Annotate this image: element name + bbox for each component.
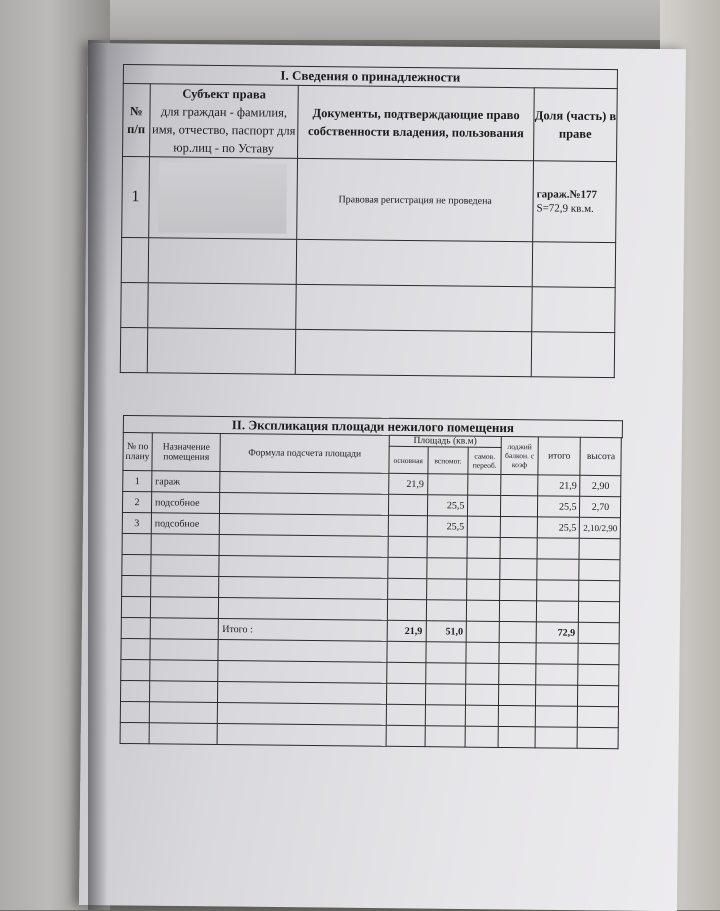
redacted-block <box>159 162 288 233</box>
header-plan-num: № по плану <box>123 433 152 471</box>
empty-row <box>121 237 615 287</box>
row1-subject <box>148 157 297 240</box>
row-height: 2,10/2,90 <box>580 517 621 538</box>
row-total: 25,5 <box>537 496 580 517</box>
row1-documents: Правовая регистрация не проведена <box>297 158 534 241</box>
header-total: итого <box>538 437 581 475</box>
header-height: высота <box>580 437 621 475</box>
section2-title: II. Экспликация площади нежилого помещения <box>123 416 622 438</box>
row-num: 2 <box>122 492 151 513</box>
row-num: 1 <box>123 471 152 492</box>
row-purpose: гараж <box>152 471 221 493</box>
header-aux: вспомог. <box>427 447 468 474</box>
row-height: 2,70 <box>580 496 621 517</box>
row1-share-line1: гараж.№177 <box>536 188 598 201</box>
header-self: самов. переоб. <box>468 447 501 474</box>
row-aux <box>427 474 468 495</box>
empty-row <box>121 282 615 332</box>
row-num: 3 <box>122 512 151 533</box>
header-subject-title: Субъект права <box>182 86 266 102</box>
empty-row <box>120 722 619 748</box>
header-documents: Документы, подтверждающие право собственности владения, пользования <box>298 85 535 160</box>
row-aux: 25,5 <box>427 495 468 516</box>
area-explication-table <box>120 415 623 749</box>
header-main: основная <box>389 446 428 473</box>
header-share: Доля (часть) в праве <box>533 88 617 162</box>
row-main <box>388 494 427 515</box>
totals-total: 72,9 <box>536 622 579 643</box>
header-purpose: Назначение помещения <box>152 433 221 472</box>
totals-aux: 51,0 <box>426 621 467 642</box>
row-total: 25,5 <box>537 517 580 538</box>
header-num: № п/п <box>123 84 150 157</box>
row-main <box>388 515 427 536</box>
header-area: Площадь (кв.м) <box>389 435 501 447</box>
empty-row <box>120 327 614 377</box>
row-total: 21,9 <box>538 475 581 496</box>
row-height: 2,90 <box>580 475 621 496</box>
totals-label: Итого : <box>219 619 387 642</box>
row-purpose: подсобное <box>151 492 220 514</box>
header-subject-desc: для граждан - фамилия, имя, отчество, паспорт для юр.лиц - по Уставу <box>152 104 296 156</box>
header-formula: Формула подсчета площади <box>220 434 389 474</box>
row1-share-line2: S=72,9 кв.м. <box>536 202 594 215</box>
header-subject <box>149 84 298 159</box>
row1-num: 1 <box>122 157 150 238</box>
row-purpose: подсобное <box>151 513 220 535</box>
row1-share <box>533 161 617 243</box>
row-main: 21,9 <box>388 473 427 494</box>
section1-title: I. Сведения о принадлежности <box>123 65 617 89</box>
totals-main: 21,9 <box>387 620 426 641</box>
page-spine-shadow <box>88 40 108 910</box>
header-loggia: лоджий балкон. с коэф <box>501 436 538 474</box>
row-aux: 25,5 <box>427 516 468 537</box>
ownership-table <box>120 64 618 378</box>
